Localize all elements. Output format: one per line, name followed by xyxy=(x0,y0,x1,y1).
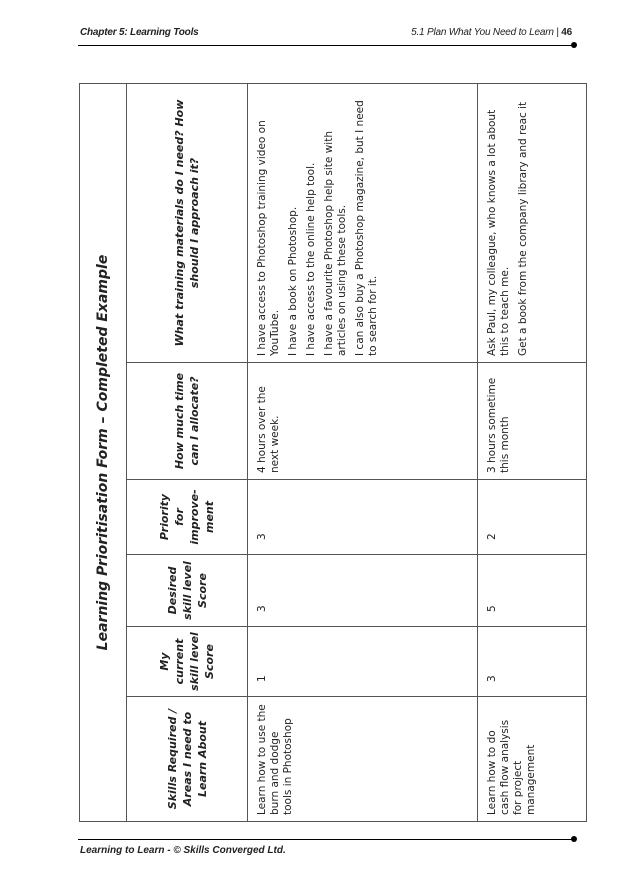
cell-skill: Learn how to use the burn and dodge tools in Photoshop xyxy=(248,697,478,822)
learning-prioritisation-table xyxy=(79,83,587,822)
cell-current-score: 3 xyxy=(478,627,587,697)
column-header-time: How much time can I allocate? xyxy=(127,363,248,480)
page-number: 46 xyxy=(561,27,572,38)
column-header-current-level: My current skill level Score xyxy=(127,627,248,697)
footer-rule xyxy=(78,839,572,840)
materials-line: Get a book from the company library and reac it xyxy=(517,101,530,356)
section-title: 5.1 Plan What You Need to Learn xyxy=(411,27,554,38)
table-row xyxy=(248,83,478,821)
cell-time: 4 hours over the next week. xyxy=(248,363,478,480)
cell-materials xyxy=(478,83,587,362)
column-header-skills: Skills Required / Areas I need to Learn About xyxy=(127,697,248,822)
table-title: Learning Prioritisation Form – Completed Example xyxy=(80,83,127,821)
cell-materials xyxy=(248,83,478,362)
running-header-chapter: Chapter 5: Learning Tools xyxy=(80,27,199,38)
column-header-desired-level: Desired skill level Score xyxy=(127,555,248,627)
header-rule xyxy=(78,45,572,46)
cell-time: 3 hours sometime this month xyxy=(478,363,587,480)
column-header-priority: Priority for improve-ment xyxy=(127,480,248,555)
table-row xyxy=(478,83,587,821)
footer-rule-end-dot xyxy=(571,836,577,842)
cell-skill: Learn how to do cash flow analysis for project management xyxy=(478,697,587,822)
cell-priority: 2 xyxy=(478,480,587,555)
footer-copyright: Learning to Learn - © Skills Converged Ltd. xyxy=(80,845,286,856)
cell-current-score: 1 xyxy=(248,627,478,697)
header-rule-end-dot xyxy=(571,42,577,48)
cell-priority: 3 xyxy=(248,480,478,555)
materials-line: I have access to the online help tool. xyxy=(305,162,317,356)
cell-desired-score: 5 xyxy=(478,555,587,627)
rotated-table-container xyxy=(79,84,587,822)
materials-line: Ask Paul, my colleague, who knows a lot about this to teach me. xyxy=(486,109,512,356)
cell-desired-score: 3 xyxy=(248,555,478,627)
materials-line: I have a book on Photoshop. xyxy=(287,206,299,356)
column-header-materials: What training materials do I need? How should I approach it? xyxy=(127,83,248,362)
materials-line: I have a favourite Photoshop help site with articles on using these tools. xyxy=(323,131,348,356)
materials-line: I can also buy a Photoshop magazine, but I need to search for it. xyxy=(354,100,379,356)
materials-line: I have access to Photoshop training video on YouTube. xyxy=(256,120,281,356)
running-header-section: 5.1 Plan What You Need to Learn | 46 xyxy=(411,27,572,38)
